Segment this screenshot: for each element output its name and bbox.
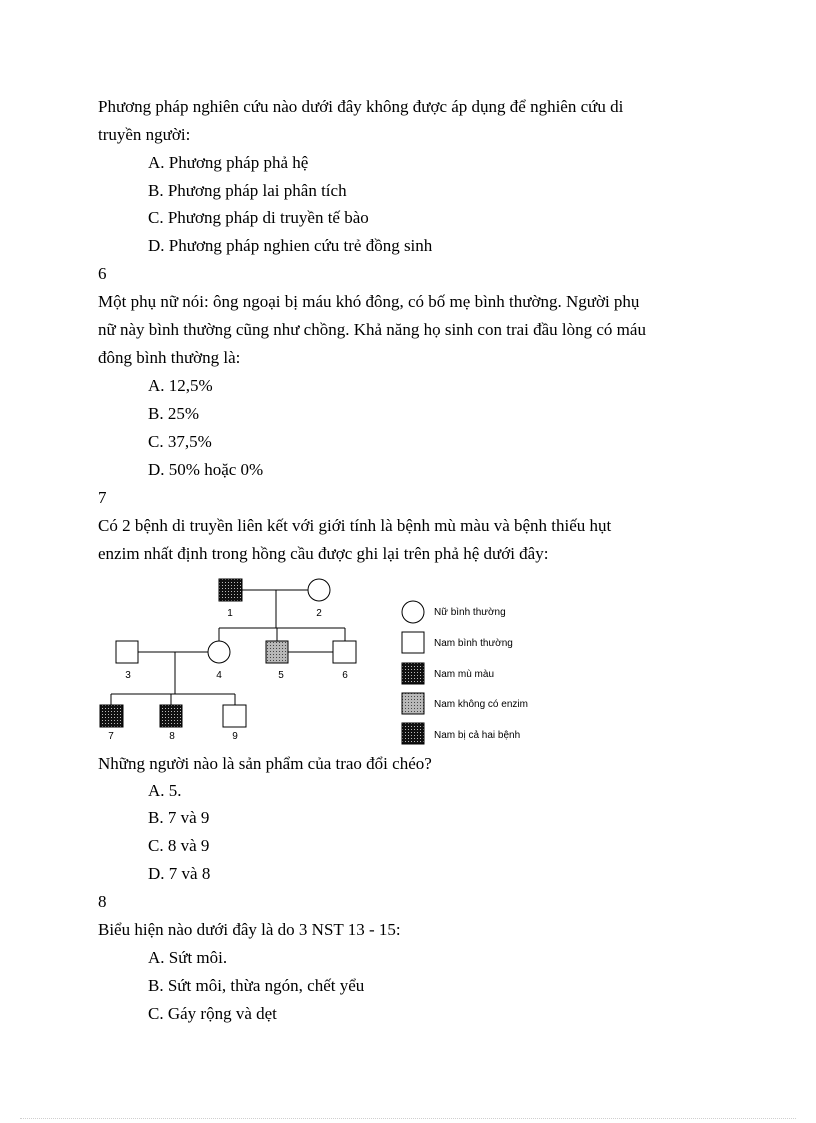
- q7-number: 7: [98, 488, 107, 507]
- pedigree-label-9: 9: [232, 731, 238, 742]
- legend-both-diseases-male: Nam bị cả hai bệnh: [434, 730, 521, 741]
- pedigree-individual-7: [100, 705, 123, 727]
- q6-stem-line2: nữ này bình thường cũng như chồng. Khả năng họ sinh con trai đầu lòng có máu: [98, 320, 646, 339]
- pedigree-label-4: 4: [216, 670, 222, 681]
- q5-option-d: D. Phương pháp nghien cứu trẻ đồng sinh: [148, 236, 433, 255]
- pedigree-label-2: 2: [316, 608, 322, 619]
- pedigree-individual-2: [308, 579, 330, 601]
- pedigree-individual-8: [160, 705, 182, 727]
- q5-stem-line2: truyền người:: [98, 125, 191, 144]
- legend-normal-female: Nữ bình thường: [434, 607, 506, 618]
- pedigree-legend: [402, 601, 528, 744]
- q7-option-a: A. 5.: [148, 781, 182, 800]
- q7-option-c: C. 8 và 9: [148, 836, 210, 855]
- pedigree-individual-9: [223, 705, 246, 727]
- q7-stem-line1: Có 2 bệnh di truyền liên kết với giới tính là bệnh mù màu và bệnh thiếu hụt: [98, 516, 612, 535]
- pedigree-label-7: 7: [108, 731, 114, 742]
- legend-no-enzyme-male: Nam không có enzim: [434, 699, 528, 710]
- pedigree-label-1: 1: [227, 608, 233, 619]
- page-bottom-rule: [20, 1118, 796, 1119]
- q6-number: 6: [98, 264, 107, 283]
- q5-option-c: C. Phương pháp di truyền tế bào: [148, 208, 369, 227]
- q8-option-b: B. Sứt môi, thừa ngón, chết yểu: [148, 976, 365, 995]
- pedigree-individual-3: [116, 641, 138, 663]
- pedigree-individual-5: [266, 641, 288, 663]
- q8-number: 8: [98, 892, 107, 911]
- q6-option-c: C. 37,5%: [148, 432, 212, 451]
- pedigree-diagram: [95, 572, 555, 747]
- legend-normal-male: Nam bình thường: [434, 638, 513, 649]
- pedigree-label-6: 6: [342, 670, 348, 681]
- q8-option-c: C. Gáy rộng và dẹt: [148, 1004, 277, 1023]
- q7-question: Những người nào là sản phẩm của trao đổi chéo?: [98, 754, 432, 773]
- q5-option-b: B. Phương pháp lai phân tích: [148, 181, 347, 200]
- pedigree-label-8: 8: [169, 731, 175, 742]
- pedigree-label-5: 5: [278, 670, 284, 681]
- legend-colorblind-male: Nam mù màu: [434, 669, 495, 680]
- q5-stem-line1: Phương pháp nghiên cứu nào dưới đây không được áp dụng để nghiên cứu di: [98, 97, 624, 116]
- pedigree-individual-1: [219, 579, 242, 601]
- q7-stem-line2: enzim nhất định trong hồng cầu được ghi lại trên phả hệ dưới đây:: [98, 544, 549, 563]
- pedigree-individual-6: [333, 641, 356, 663]
- q7-option-d: D. 7 và 8: [148, 864, 211, 883]
- q6-stem-line3: đông bình thường là:: [98, 348, 241, 367]
- q7-option-b: B. 7 và 9: [148, 808, 210, 827]
- q8-option-a: A. Sứt môi.: [148, 948, 228, 967]
- q6-option-a: A. 12,5%: [148, 376, 213, 395]
- q6-option-b: B. 25%: [148, 404, 199, 423]
- pedigree-label-3: 3: [125, 670, 131, 681]
- q5-option-a: A. Phương pháp phả hệ: [148, 153, 309, 172]
- q6-option-d: D. 50% hoặc 0%: [148, 460, 264, 479]
- pedigree-individual-4: [208, 641, 230, 663]
- q8-stem: Biểu hiện nào dưới đây là do 3 NST 13 - 15:: [98, 920, 401, 939]
- q6-stem-line1: Một phụ nữ nói: ông ngoại bị máu khó đông, có bố mẹ bình thường. Người phụ: [98, 292, 640, 311]
